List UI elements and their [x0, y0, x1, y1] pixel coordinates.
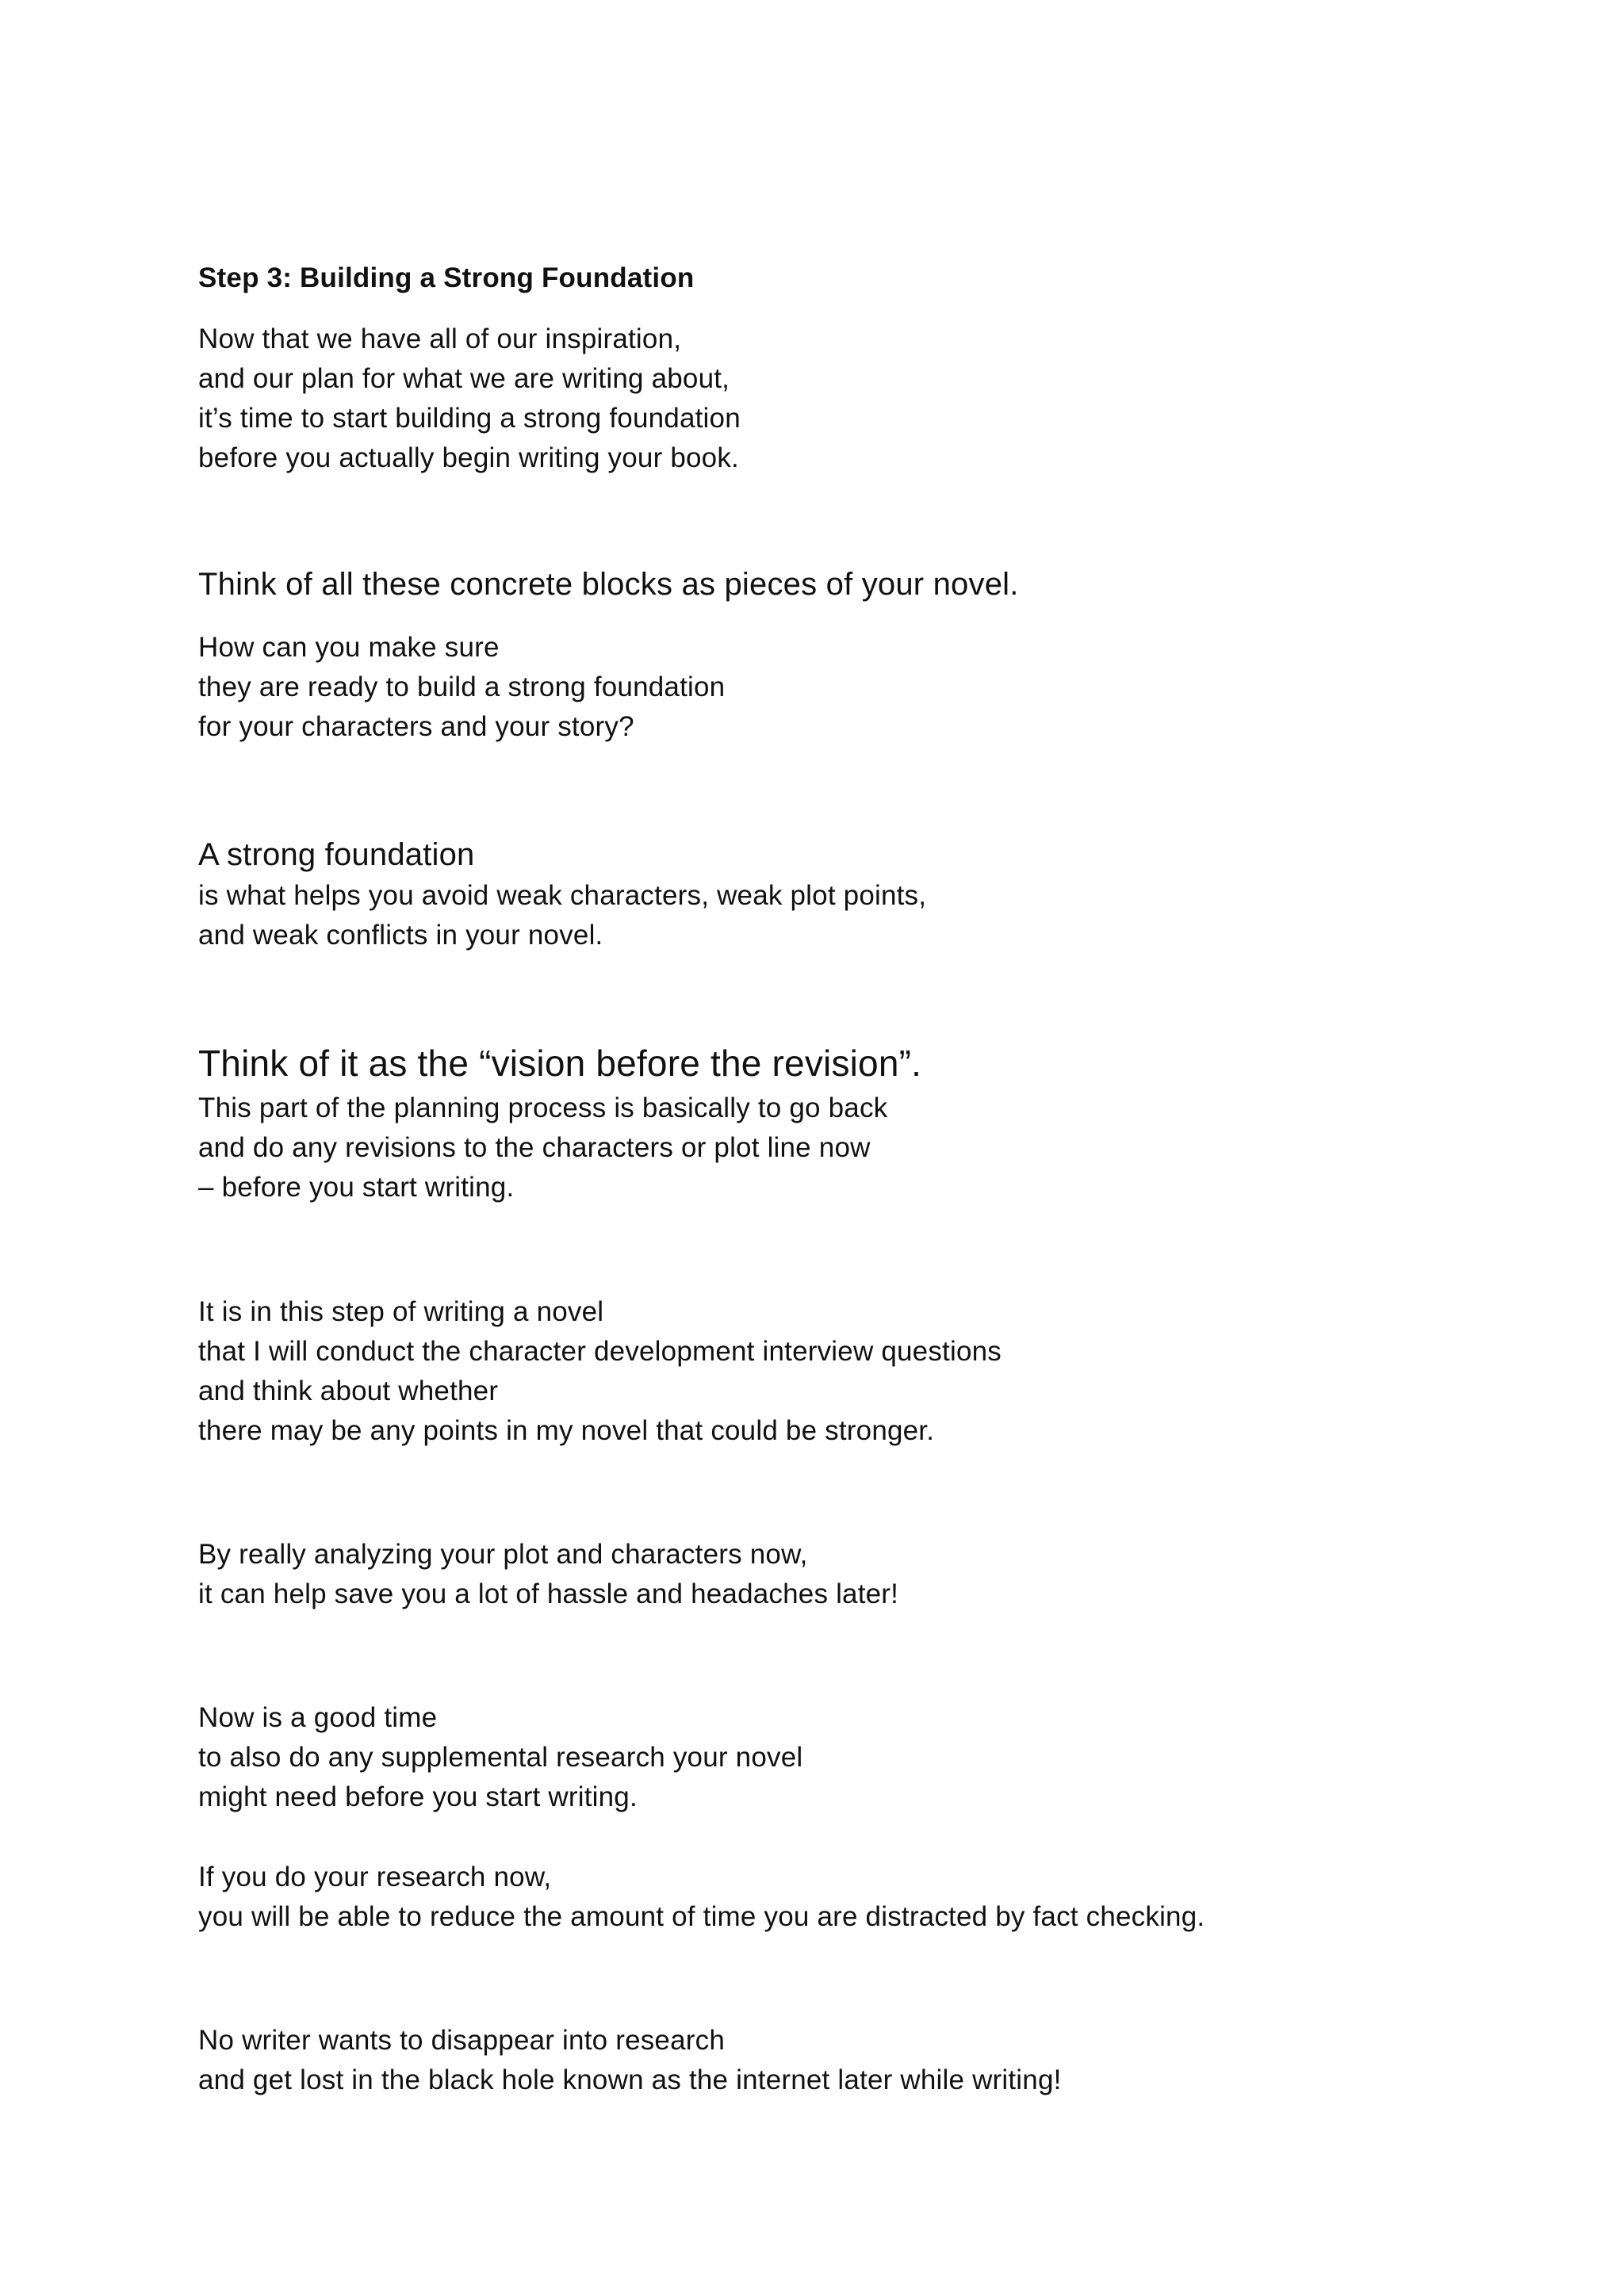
interview-line-4: there may be any points in my novel that could be stronger.: [198, 1415, 935, 1446]
research-now-line-1: If you do your research now,: [198, 1862, 552, 1892]
vision-line-1: This part of the planning process is basically to go back: [198, 1093, 888, 1123]
vision-line-2: and do any revisions to the characters or plot line now: [198, 1132, 871, 1163]
intro-line-4: before you actually begin writing your book.: [198, 442, 739, 473]
research-line-3: might need before you start writing.: [198, 1781, 638, 1812]
blocks-lead-line: Think of all these concrete blocks as pieces of your novel.: [198, 567, 1019, 602]
blocks-line-1: How can you make sure: [198, 632, 500, 663]
interview-line-3: and think about whether: [198, 1376, 499, 1406]
analyze-line-1: By really analyzing your plot and characters now,: [198, 1539, 808, 1570]
section-heading: Step 3: Building a Strong Foundation: [198, 262, 695, 293]
intro-line-2: and our plan for what we are writing about,: [198, 363, 730, 394]
intro-line-1: Now that we have all of our inspiration,: [198, 323, 682, 354]
foundation-line-2: and weak conflicts in your novel.: [198, 920, 603, 951]
intro-line-3: it’s time to start building a strong foundation: [198, 403, 741, 434]
analyze-line-2: it can help save you a lot of hassle and headaches later!: [198, 1578, 899, 1609]
blocks-line-3: for your characters and your story?: [198, 711, 634, 742]
interview-line-1: It is in this step of writing a novel: [198, 1296, 604, 1327]
research-line-1: Now is a good time: [198, 1702, 438, 1733]
blocks-line-2: they are ready to build a strong foundation: [198, 672, 726, 702]
interview-line-2: that I will conduct the character development interview questions: [198, 1336, 1002, 1367]
closing-line-2: and get lost in the black hole known as the internet later while writing!: [198, 2064, 1062, 2095]
foundation-lead-line: A strong foundation: [198, 837, 475, 872]
foundation-line-1: is what helps you avoid weak characters, weak plot points,: [198, 880, 927, 911]
vision-lead-line: Think of it as the “vision before the revision”.: [198, 1043, 922, 1084]
closing-line-1: No writer wants to disappear into research: [198, 2025, 725, 2056]
research-now-line-2: you will be able to reduce the amount of time you are distracted by fact checking.: [198, 1901, 1205, 1932]
research-line-2: to also do any supplemental research your novel: [198, 1742, 803, 1773]
vision-line-3: – before you start writing.: [198, 1172, 515, 1203]
